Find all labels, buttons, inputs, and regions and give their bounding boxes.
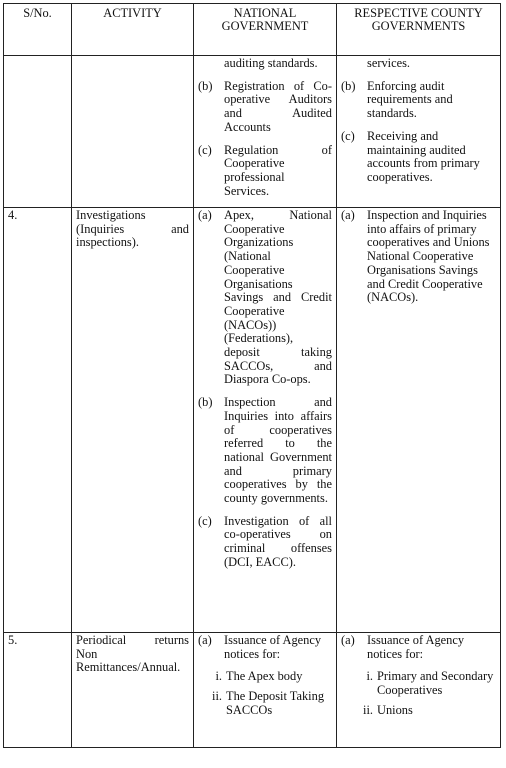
national-item-a: (a) Issuance of Agency notices for: bbox=[198, 633, 322, 661]
row1-sno bbox=[4, 56, 72, 208]
national-cont: auditing standards. bbox=[224, 56, 318, 70]
header-row bbox=[4, 4, 501, 56]
header-sno: S/No. bbox=[4, 4, 72, 56]
county-subitem-ii: ii. Unions bbox=[363, 702, 413, 717]
row2-national bbox=[194, 208, 337, 633]
row2-activity-line2: inspections). bbox=[76, 235, 139, 250]
national-item-b: (b) Registration of Co-operative Auditors and Audited Accounts bbox=[198, 78, 332, 134]
row3-activity-line2: Non Remittances/Annual. bbox=[76, 646, 181, 675]
table-row bbox=[4, 633, 501, 748]
header-activity: ACTIVITY bbox=[72, 4, 194, 56]
national-subitem-i: i. The Apex body bbox=[215, 669, 303, 684]
county-cont: services. bbox=[367, 56, 411, 70]
header-county: RESPECTIVE COUNTY GOVERNMENTS bbox=[337, 4, 501, 56]
national-subitem-ii: ii. The Deposit Taking SACCOs bbox=[212, 689, 325, 717]
table-row bbox=[4, 208, 501, 633]
row2-activity bbox=[72, 208, 194, 633]
row1-county bbox=[337, 56, 501, 208]
county-item-a: (a) Issuance of Agency notices for: bbox=[341, 633, 465, 661]
county-item-c: (c) Receiving and maintaining audited accounts from primary cooperatives. bbox=[341, 128, 480, 184]
county-subitem-i: i. Primary and Secondary Cooperatives bbox=[366, 669, 494, 698]
national-item-c: (c) Regulation of Cooperative professional Services. bbox=[198, 142, 332, 198]
functions-table bbox=[3, 3, 501, 748]
row3-activity-line1: Periodical returns bbox=[76, 633, 189, 647]
row3-activity bbox=[72, 633, 194, 748]
national-item-b: (b) Inspection and Inquiries into affairs of cooperatives referred to the national Government and primary cooperatives by the county governments. bbox=[198, 395, 332, 506]
row3-county bbox=[337, 633, 501, 748]
header-national: NATIONAL GOVERNMENT bbox=[194, 4, 337, 56]
row2-sno: 4. bbox=[4, 208, 72, 633]
county-item-b: (b) Enforcing audit requirements and standards. bbox=[341, 78, 453, 121]
row1-national bbox=[194, 56, 337, 208]
row1-activity bbox=[72, 56, 194, 208]
national-item-c: (c) Investigation of all co-operatives on criminal offenses (DCI, EACC). bbox=[198, 513, 332, 569]
national-item-a: (a) Apex, National Cooperative Organizations (National Cooperative Organisations Savings and Credit Cooperative (NACOs)) (Federations), deposit taking SACCOs, and Diaspora Co-ops. bbox=[198, 208, 332, 387]
row3-sno: 5. bbox=[4, 633, 72, 748]
county-item-a: (a) Inspection and Inquiries into affairs of primary cooperatives and Unions National Cooperative Organisations Savings and Credit Cooperative (NACOs). bbox=[341, 208, 490, 305]
row2-county bbox=[337, 208, 501, 633]
row3-national bbox=[194, 633, 337, 748]
table-row bbox=[4, 56, 501, 208]
row2-activity-line1: Investigations (Inquiries and bbox=[76, 208, 189, 236]
